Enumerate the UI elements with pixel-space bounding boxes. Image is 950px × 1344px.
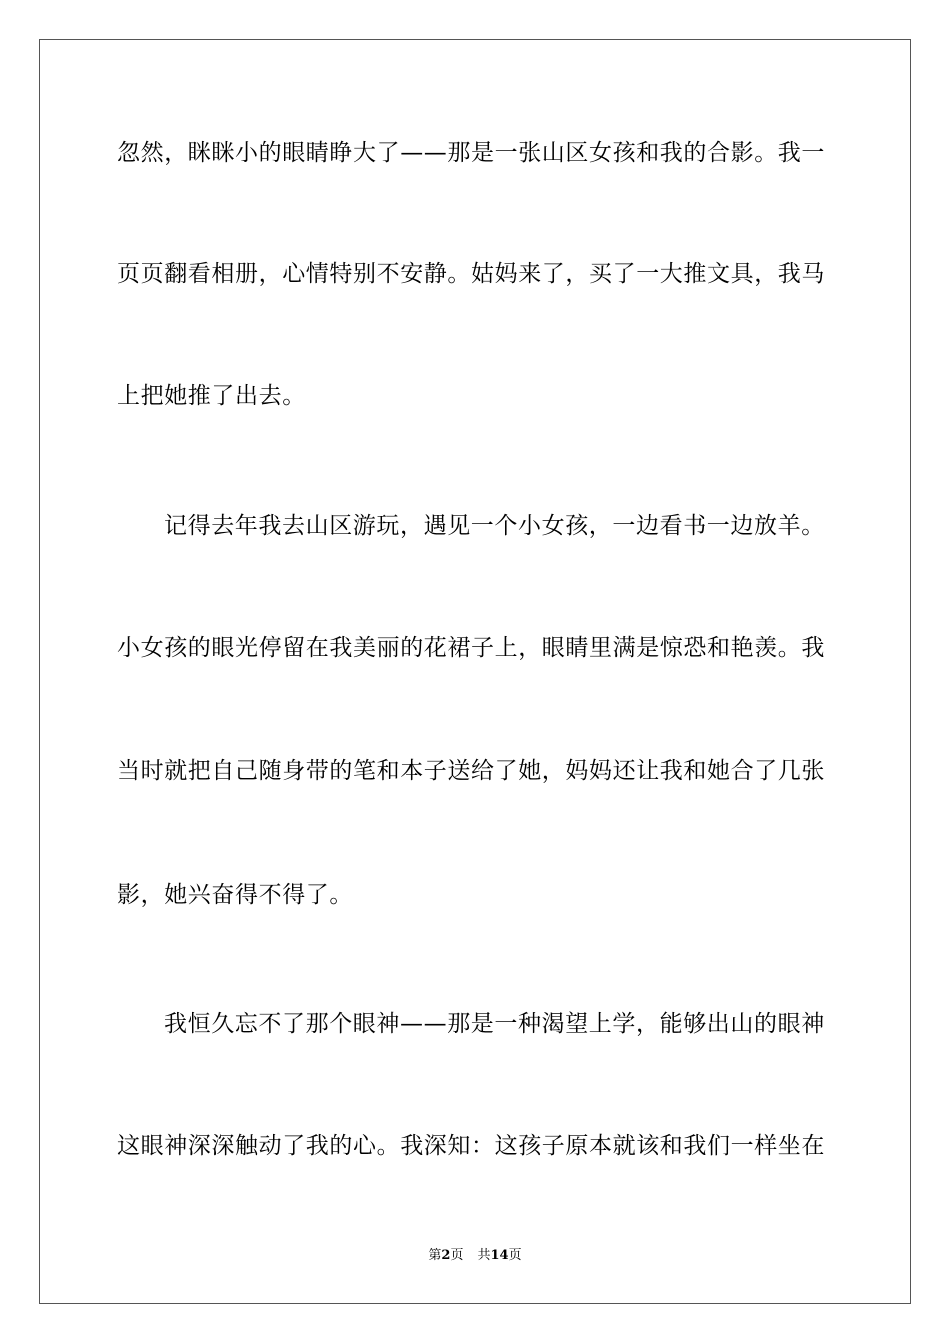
total-pages-indicator: 共14页 xyxy=(477,1248,522,1263)
page-indicator: 第2页 xyxy=(428,1248,464,1263)
text-line: 这眼神深深触动了我的心。我深知：这孩子原本就该和我们一样坐在 xyxy=(117,1133,825,1159)
paragraph-first-line: 记得去年我去山区游玩，遇见一个小女孩，一边看书一边放羊。 xyxy=(164,513,825,539)
text-line: 当时就把自己随身带的笔和本子送给了她，妈妈还让我和她合了几张 xyxy=(117,758,825,784)
text-line: 页页翻看相册，心情特别不安静。姑妈来了，买了一大推文具，我马 xyxy=(117,261,825,287)
text-line: 小女孩的眼光停留在我美丽的花裙子上，眼睛里满是惊恐和艳羡。我 xyxy=(117,635,825,661)
text-line: 忽然，眯眯小的眼睛睁大了——那是一张山区女孩和我的合影。我一 xyxy=(117,140,825,166)
text-line: 影，她兴奋得不得了。 xyxy=(117,882,353,908)
text-line: 上把她推了出去。 xyxy=(117,383,306,409)
paragraph-first-line: 我恒久忘不了那个眼神——那是一种渴望上学，能够出山的眼神 xyxy=(164,1011,825,1037)
total-pages: 14 xyxy=(490,1248,509,1263)
page-footer xyxy=(0,1248,950,1264)
page-border xyxy=(39,39,911,1304)
page-number: 2 xyxy=(441,1248,451,1263)
